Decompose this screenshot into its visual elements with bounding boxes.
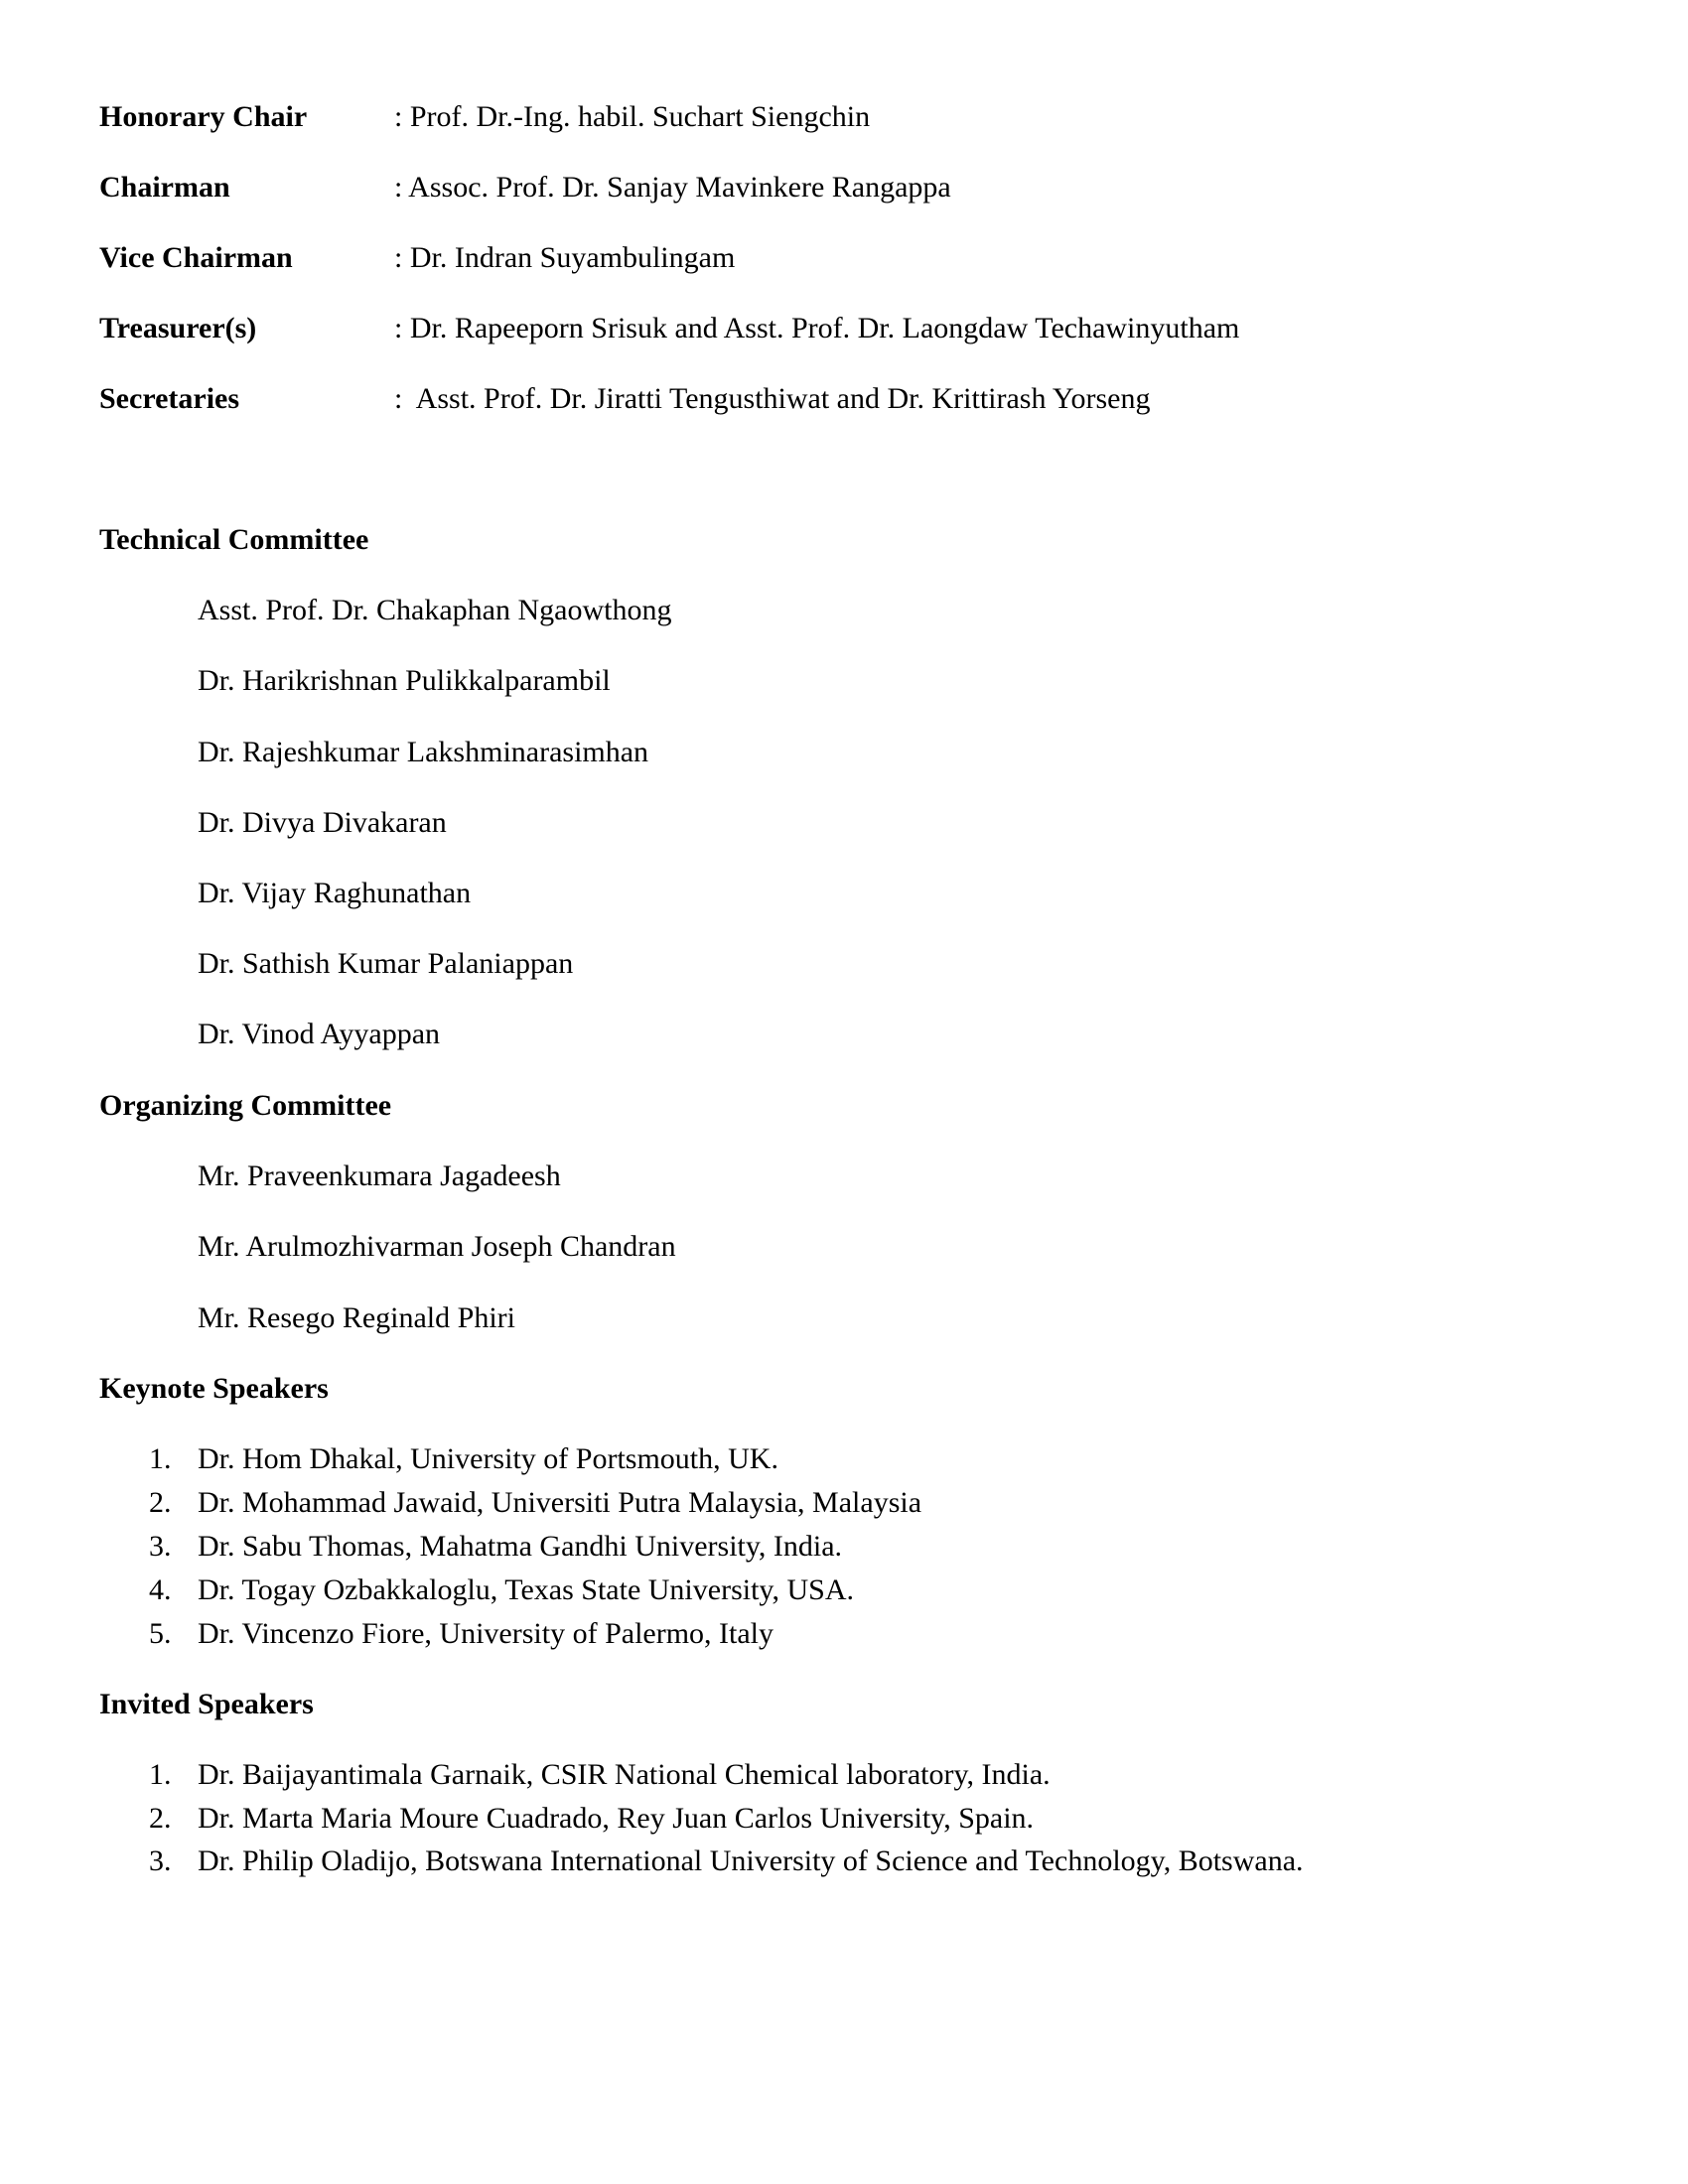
speaker-text: Dr. Vincenzo Fiore, University of Palermo, Italy: [198, 1617, 774, 1650]
invited-speakers-heading: Invited Speakers: [99, 1688, 314, 1720]
invited-speaker-item: [149, 1801, 1034, 1837]
technical-committee-member: Dr. Sathish Kumar Palaniappan: [198, 947, 574, 980]
officer-role: Treasurer(s): [99, 312, 257, 344]
list-number: 1.: [149, 1758, 172, 1791]
officer-row-honorary-chair: [99, 99, 870, 135]
technical-committee-member: Dr. Vijay Raghunathan: [198, 877, 472, 909]
officer-row-secretaries: [99, 381, 1151, 417]
officer-name: : Dr. Indran Suyambulingam: [394, 241, 736, 274]
organizing-committee-member: Mr. Resego Reginald Phiri: [198, 1301, 515, 1334]
technical-committee-member: Dr. Vinod Ayyappan: [198, 1018, 441, 1050]
officer-role: Honorary Chair: [99, 100, 308, 133]
keynote-speaker-item: [149, 1572, 854, 1608]
keynote-speaker-item: [149, 1441, 778, 1477]
organizing-committee-heading: Organizing Committee: [99, 1089, 392, 1122]
list-number: 4.: [149, 1573, 172, 1606]
technical-committee-member: Dr. Divya Divakaran: [198, 806, 447, 839]
speaker-text: Dr. Marta Maria Moure Cuadrado, Rey Juan Carlos University, Spain.: [198, 1802, 1035, 1835]
list-number: 5.: [149, 1617, 172, 1650]
list-number: 2.: [149, 1486, 172, 1519]
speaker-text: Dr. Philip Oladijo, Botswana International University of Science and Technology, Botswana.: [198, 1844, 1304, 1877]
keynote-speaker-item: [149, 1485, 921, 1521]
officer-row-vice-chairman: [99, 240, 735, 276]
officer-role: Vice Chairman: [99, 241, 293, 274]
list-number: 1.: [149, 1442, 172, 1475]
keynote-speakers-heading: Keynote Speakers: [99, 1372, 329, 1405]
technical-committee-member: Dr. Harikrishnan Pulikkalparambil: [198, 664, 611, 697]
speaker-text: Dr. Hom Dhakal, University of Portsmouth, UK.: [198, 1442, 778, 1475]
officer-name: : Prof. Dr.-Ing. habil. Suchart Siengchin: [394, 100, 871, 133]
officer-name: : Assoc. Prof. Dr. Sanjay Mavinkere Rangappa: [394, 171, 951, 204]
speaker-text: Dr. Baijayantimala Garnaik, CSIR National Chemical laboratory, India.: [198, 1758, 1051, 1791]
speaker-text: Dr. Sabu Thomas, Mahatma Gandhi University, India.: [198, 1530, 843, 1563]
officer-name: : Asst. Prof. Dr. Jiratti Tengusthiwat and Dr. Krittirash Yorseng: [394, 382, 1151, 415]
organizing-committee-member: Mr. Praveenkumara Jagadeesh: [198, 1160, 561, 1192]
list-number: 3.: [149, 1844, 172, 1877]
keynote-speaker-item: [149, 1529, 842, 1565]
invited-speaker-item: [149, 1757, 1051, 1793]
technical-committee-member: Dr. Rajeshkumar Lakshminarasimhan: [198, 736, 649, 768]
speaker-text: Dr. Togay Ozbakkaloglu, Texas State University, USA.: [198, 1573, 854, 1606]
organizing-committee-member: Mr. Arulmozhivarman Joseph Chandran: [198, 1230, 676, 1263]
officer-role: Secretaries: [99, 382, 240, 415]
officer-row-chairman: [99, 170, 951, 205]
list-number: 2.: [149, 1802, 172, 1835]
list-number: 3.: [149, 1530, 172, 1563]
technical-committee-heading: Technical Committee: [99, 523, 369, 556]
officer-role: Chairman: [99, 171, 230, 204]
technical-committee-member: Asst. Prof. Dr. Chakaphan Ngaowthong: [198, 594, 672, 626]
officer-row-treasurers: [99, 311, 1239, 346]
keynote-speaker-item: [149, 1616, 774, 1652]
invited-speaker-item: [149, 1843, 1304, 1879]
speaker-text: Dr. Mohammad Jawaid, Universiti Putra Malaysia, Malaysia: [198, 1486, 922, 1519]
officer-name: : Dr. Rapeeporn Srisuk and Asst. Prof. Dr. Laongdaw Techawinyutham: [394, 312, 1240, 344]
